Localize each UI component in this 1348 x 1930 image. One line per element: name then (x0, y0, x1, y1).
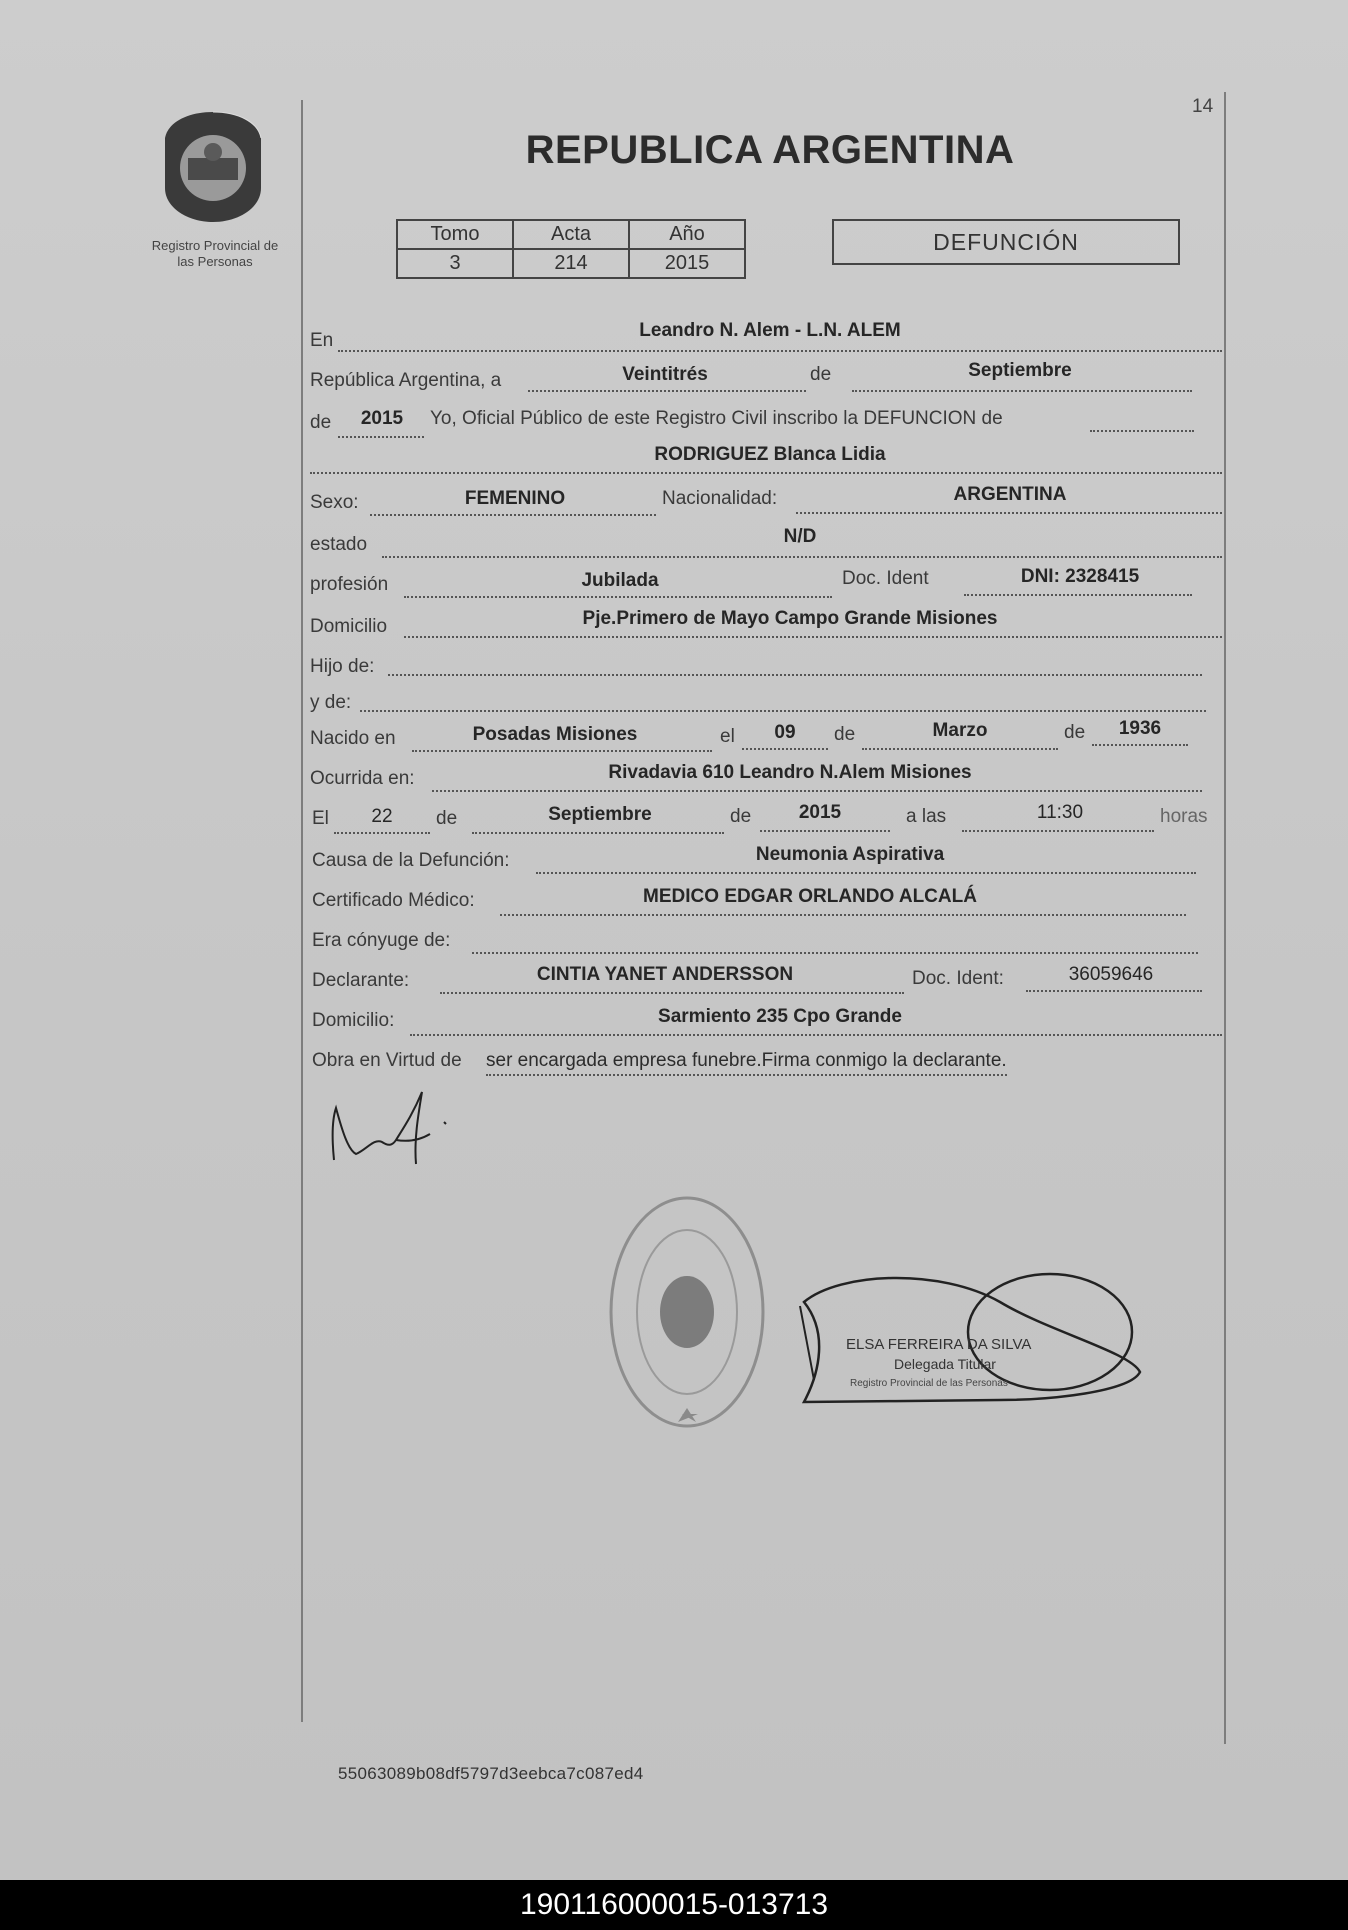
value-mes: Septiembre (968, 360, 1072, 381)
value-declarante-doc: 36059646 (1068, 964, 1154, 985)
register-header-acta: Acta (513, 220, 629, 249)
label-y-de: y de: (310, 692, 352, 713)
line-inscribo-tail (1090, 430, 1194, 432)
issuer-caption-line2: las Personas (177, 254, 253, 269)
value-nacido-anio: 1936 (1118, 718, 1162, 739)
value-nacido-lugar: Posadas Misiones (472, 724, 638, 745)
right-margin-line (1224, 92, 1226, 1744)
label-de2: de (310, 412, 332, 433)
label-doc-ident2: Doc. Ident: (912, 968, 1004, 989)
line-domicilio2 (410, 1034, 1222, 1036)
line-dia (528, 390, 806, 392)
line-sexo (370, 514, 656, 516)
issuer-caption (132, 238, 298, 270)
line-ocurrida (432, 790, 1202, 792)
value-obra: ser encargada empresa funebre.Firma conmigo la declarante. (486, 1050, 1007, 1076)
value-anio: 2015 (360, 408, 404, 429)
value-domicilio2: Sarmiento 235 Cpo Grande (658, 1006, 902, 1027)
document-hash: 55063089b08df5797d3eebca7c087ed4 (338, 1764, 644, 1783)
officer-office: Registro Provincial de las Personas (850, 1378, 1008, 1389)
document-title: REPUBLICA ARGENTINA (525, 128, 1015, 172)
label-declarante: Declarante: (312, 970, 410, 991)
line-declarante (440, 992, 904, 994)
label-republica: República Argentina, a (310, 370, 502, 391)
label-de-o2: de (730, 806, 752, 827)
line-conyuge (472, 952, 1198, 954)
value-declarante: CINTIA YANET ANDERSSON (536, 964, 794, 985)
label-de-n2: de (1064, 722, 1086, 743)
line-nombre (310, 472, 1222, 474)
footer-id-bar: 190116000015-013713 (0, 1880, 1348, 1930)
line-causa (536, 872, 1196, 874)
label-de-n1: de (834, 724, 856, 745)
value-estado: N/D (783, 526, 817, 547)
line-doc (964, 594, 1192, 596)
register-value-anio: 2015 (629, 249, 745, 278)
value-doc: DNI: 2328415 (1020, 566, 1140, 587)
value-causa: Neumonia Aspirativa (755, 844, 945, 865)
line-def-dia (334, 832, 430, 834)
officer-role: Delegada Titular (894, 1356, 996, 1372)
officer-name: ELSA FERREIRA DA SILVA (846, 1336, 1032, 1353)
registry-stamp-icon (606, 1190, 768, 1442)
line-anio (338, 436, 424, 438)
line-declarante-doc (1026, 990, 1202, 992)
label-el-cap: El (312, 808, 329, 829)
register-header-tomo: Tomo (397, 220, 513, 249)
value-def-mes: Septiembre (548, 804, 652, 825)
value-nacido-dia: 09 (774, 722, 796, 743)
value-profesion: Jubilada (581, 570, 659, 591)
issuer-caption-line1: Registro Provincial de (151, 238, 279, 253)
label-certificado: Certificado Médico: (312, 890, 475, 911)
value-lugar: Leandro N. Alem - L.N. ALEM (639, 320, 901, 341)
label-conyuge: Era cónyuge de: (312, 930, 451, 951)
line-estado (382, 556, 1222, 558)
register-value-tomo: 3 (397, 249, 513, 278)
value-def-anio: 2015 (798, 802, 842, 823)
register-value-row (397, 249, 745, 278)
line-nacido-lugar (412, 750, 712, 752)
line-hijo-de (388, 674, 1202, 676)
record-type-box: DEFUNCIÓN (832, 219, 1180, 265)
line-domicilio (404, 636, 1222, 638)
value-nacido-mes: Marzo (932, 720, 988, 741)
label-de-o1: de (436, 808, 458, 829)
value-def-dia: 22 (371, 806, 393, 827)
line-mes (852, 390, 1192, 392)
line-certificado (500, 914, 1186, 916)
line-nacido-dia (742, 748, 828, 750)
line-def-anio (760, 830, 890, 832)
label-causa: Causa de la Defunción: (312, 850, 510, 871)
label-obra: Obra en Virtud de (312, 1050, 462, 1071)
label-estado: estado (310, 534, 368, 555)
label-hijo-de: Hijo de: (310, 656, 375, 677)
label-sexo: Sexo: (310, 492, 359, 513)
label-a-las: a las (906, 806, 947, 827)
value-sexo: FEMENINO (464, 488, 566, 509)
label-inscribo: Yo, Oficial Público de este Registro Civil inscribo la DEFUNCION de (430, 408, 1003, 429)
line-nacionalidad (796, 512, 1222, 514)
value-certificado: MEDICO EDGAR ORLANDO ALCALÁ (643, 886, 977, 907)
label-profesion: profesión (310, 574, 389, 595)
label-de: de (810, 364, 832, 385)
label-el: el (720, 726, 735, 747)
value-ocurrida: Rivadavia 610 Leandro N.Alem Misiones (608, 762, 972, 783)
value-nacionalidad: ARGENTINA (953, 484, 1067, 505)
register-header-row (397, 220, 745, 249)
page-number: 14 (1192, 96, 1214, 117)
label-en: En (310, 330, 334, 351)
label-domicilio2: Domicilio: (312, 1010, 395, 1031)
register-value-acta: 214 (513, 249, 629, 278)
line-def-hora (962, 830, 1154, 832)
label-domicilio: Domicilio (310, 616, 388, 637)
declarant-signature-icon (326, 1080, 466, 1170)
value-nombre: RODRIGUEZ Blanca Lidia (654, 444, 886, 465)
register-table (396, 219, 746, 279)
value-domicilio: Pje.Primero de Mayo Campo Grande Misiones (582, 608, 998, 629)
line-nacido-anio (1092, 744, 1188, 746)
left-margin-line (301, 100, 303, 1722)
line-def-mes (472, 832, 724, 834)
line-profesion (404, 596, 832, 598)
label-horas: horas (1160, 806, 1208, 827)
register-header-anio: Año (629, 220, 745, 249)
label-ocurrida-en: Ocurrida en: (310, 768, 415, 789)
value-dia-texto: Veintitrés (622, 364, 708, 385)
line-en (338, 350, 1222, 352)
value-def-hora: 11:30 (1036, 802, 1084, 823)
label-nacionalidad: Nacionalidad: (662, 488, 778, 509)
provincial-seal-icon (158, 108, 268, 226)
label-doc-ident: Doc. Ident (842, 568, 929, 589)
line-nacido-mes (862, 748, 1058, 750)
line-y-de (360, 710, 1206, 712)
label-nacido-en: Nacido en (310, 728, 396, 749)
